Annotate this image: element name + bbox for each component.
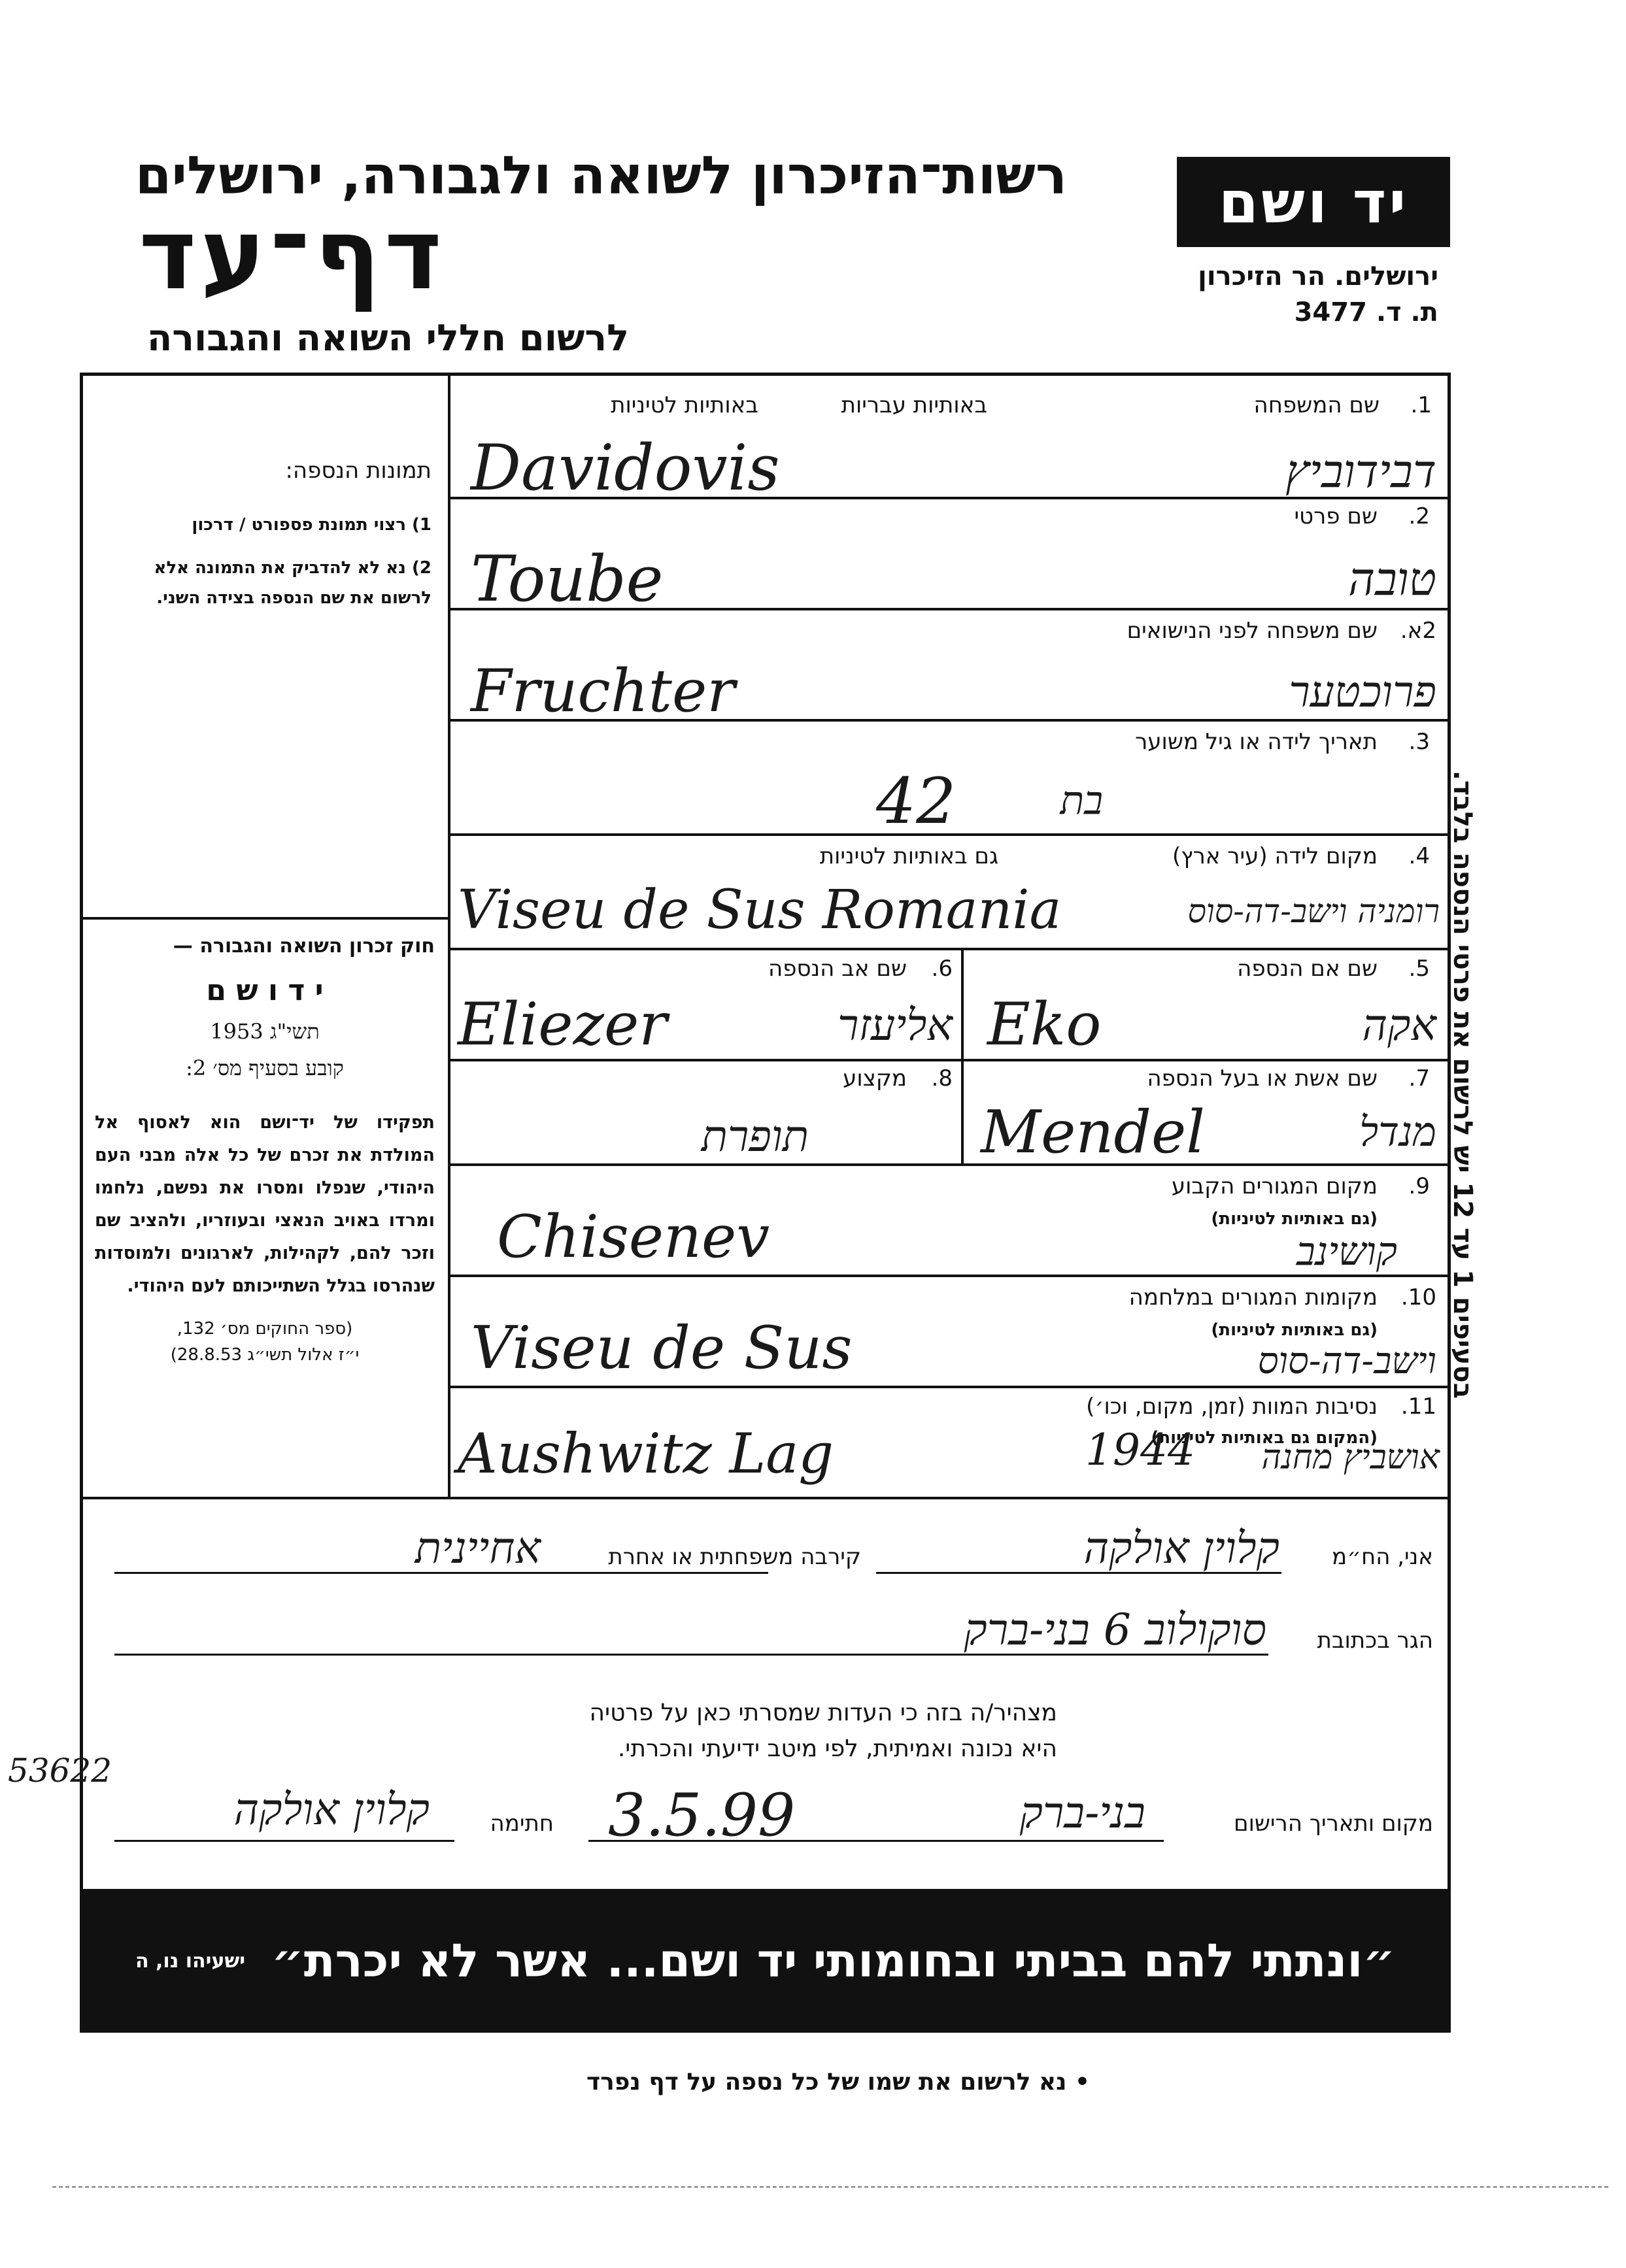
place-date-label: מקום ותאריך הרישום xyxy=(1234,1810,1433,1837)
field-2a-number: 2א. xyxy=(1400,618,1436,644)
declaration-i-label: אני, הח״מ xyxy=(1332,1544,1433,1570)
field-2a-value-hebrew: פרוכטער xyxy=(1289,667,1436,717)
yad-vashem-logo xyxy=(1177,157,1450,247)
law-date: י״ז אלול תשי״ג 28.8.53) xyxy=(170,1345,360,1365)
field-10-number: 10. xyxy=(1400,1284,1436,1310)
photo-box-item2: 2) נא לא להדביק את התמונה אלא לרשום את שם הנספה בצידה השני. xyxy=(154,558,432,608)
field-2a-label: שם משפחה לפני הנישואים xyxy=(1126,618,1378,644)
law-year: תשי"ג 1953 xyxy=(210,1019,320,1044)
field-2-label: שם פרטי xyxy=(1294,503,1378,529)
field-1-latin-col: באותיות לטיניות xyxy=(611,392,758,418)
field-2-value-hebrew: טובה xyxy=(1348,552,1436,606)
field-9-label: מקום המגורים הקבוע xyxy=(1171,1173,1378,1199)
banner-quote: ״ונתתי להם בביתי ובחומותי יד ושם... אשר לא יכרת״ xyxy=(271,1934,1396,1988)
field-6-label: שם אב הנספה xyxy=(768,956,907,982)
field-3-value-hebrew: בת xyxy=(1060,778,1103,824)
field-4-latin-note: גם באותיות לטיניות xyxy=(819,843,998,869)
field-5-label: שם אם הנספה xyxy=(1237,956,1378,982)
field-3-label: תאריך לידה או גיל משוער xyxy=(1135,729,1378,755)
field-5-number: 5. xyxy=(1408,956,1430,982)
field-1-value-hebrew: דבידוביץ xyxy=(1285,444,1436,498)
scan-edge-line xyxy=(52,2186,1608,2189)
law-source: (ספר החוקים מס׳ 132, xyxy=(177,1319,353,1339)
field-1-number: 1. xyxy=(1410,392,1432,418)
address-line: ירושלים. הר הזיכרון xyxy=(1198,261,1438,292)
field-11-value-hebrew: אושביץ מחנה xyxy=(1261,1438,1440,1477)
field-2-number: 2. xyxy=(1408,503,1430,529)
declaration-relation-label: קירבה משפחתית או אחרת xyxy=(608,1544,861,1570)
field-11-label: נסיבות המוות (זמן, מקום, וכו׳) xyxy=(1086,1393,1378,1420)
law-box xyxy=(95,935,435,1365)
footer-note: • נא לרשום את שמו של כל נספה על דף נפרד xyxy=(586,2069,1090,2095)
field-9-number: 9. xyxy=(1408,1173,1430,1199)
photo-box-title: תמונות הנספה: xyxy=(285,458,432,484)
field-6-number: 6. xyxy=(931,956,953,982)
declaration-address-label: הגר בכתובת xyxy=(1317,1627,1433,1654)
field-1-header xyxy=(458,392,1432,425)
date-value: 3.5.99 xyxy=(608,1781,796,1850)
law-name: י ד ו ש ם xyxy=(206,974,324,1007)
field-11-number: 11. xyxy=(1400,1393,1436,1420)
signature-label: חתימה xyxy=(490,1810,554,1837)
declaration-address-value: סוקולוב 6 בני-ברק xyxy=(964,1605,1266,1655)
field-2-value-latin: Toube xyxy=(471,542,664,616)
field-5-value-hebrew: אקה xyxy=(1362,1000,1436,1050)
field-4-number: 4. xyxy=(1408,843,1430,869)
field-1-value-latin: Davidovis xyxy=(471,431,780,505)
field-8-number: 8. xyxy=(931,1065,953,1092)
place-value: בני-ברק xyxy=(1019,1788,1145,1838)
field-7-value-latin: Mendel xyxy=(981,1098,1206,1167)
field-6-value-latin: Eliezer xyxy=(458,990,668,1059)
pobox-line: ת. ד. 3477 xyxy=(1294,297,1438,327)
signature-value: קלוין אולקה xyxy=(233,1784,430,1835)
side-note: בסעיפים 1 עד 12 יש לרשום את פרטי הנספה בלבד. xyxy=(1448,770,1478,1399)
declaration-relation-value: אחיינית xyxy=(415,1523,541,1573)
field-9-value-latin: Chisenev xyxy=(497,1203,770,1271)
field-10-value-hebrew: וישב-דה-סוס xyxy=(1257,1340,1436,1382)
field-4-value-latin: Viseu de Sus Romania xyxy=(458,879,1062,941)
photo-box-item1: 1) רצוי תמונת פספורט / דרכון xyxy=(192,515,432,535)
declaration-i-value: קלוין אולקה xyxy=(1083,1523,1279,1573)
declaration-statement-2: היא נכונה ואמיתית, לפי מיטב ידיעתי והכרתי. xyxy=(617,1735,1057,1762)
declaration-statement-1: מצהיר/ה בזה כי העדות שמסרתי כאן על פרטיה xyxy=(589,1699,1057,1726)
law-section: קובע בסעיף מס׳ 2: xyxy=(186,1056,344,1080)
law-title: חוק זכרון השואה והגבורה — xyxy=(173,935,435,958)
field-8-value-hebrew: תופרת xyxy=(701,1111,809,1161)
field-8-label: מקצוע xyxy=(843,1065,907,1092)
field-9-latin-note: (גם באותיות לטיניות) xyxy=(1211,1209,1378,1229)
field-9-value-hebrew: קושינב xyxy=(1296,1229,1397,1275)
field-7-label: שם אשת או בעל הנספה xyxy=(1147,1065,1378,1092)
field-10-value-latin: Viseu de Sus xyxy=(471,1314,853,1382)
margin-number: 53622 xyxy=(8,1752,112,1790)
form-subtitle: לרשום חללי השואה והגבורה xyxy=(146,317,629,359)
field-5-value-latin: Eko xyxy=(987,990,1102,1059)
photo-box xyxy=(98,458,432,613)
field-4-label: מקום לידה (עיר ארץ) xyxy=(1172,843,1378,869)
form-title: דף־עד xyxy=(139,198,446,312)
logo-text: יד ושם xyxy=(1218,168,1409,236)
field-1-label: שם המשפחה xyxy=(1253,392,1380,418)
banner-source: ישעיהו נו, ה xyxy=(135,1949,246,1973)
field-11-latin-note: (המקום גם באותיות לטיניות) xyxy=(1151,1428,1378,1448)
field-7-number: 7. xyxy=(1408,1065,1430,1092)
field-1-hebrew-col: באותיות עבריות xyxy=(841,392,987,418)
field-6-value-hebrew: אליעזר xyxy=(838,1000,953,1050)
org-name: רשות־הזיכרון לשואה ולגבורה, ירושלים xyxy=(135,145,1067,206)
field-3-value: 42 xyxy=(876,765,957,838)
field-10-latin-note: (גם באותיות לטיניות) xyxy=(1211,1320,1378,1340)
quote-banner xyxy=(80,1889,1451,2033)
field-2a-value-latin: Fruchter xyxy=(471,657,736,725)
field-3-number: 3. xyxy=(1408,729,1430,755)
field-7-value-hebrew: מנדל xyxy=(1359,1108,1436,1156)
field-10-label: מקומות המגורים במלחמה xyxy=(1128,1284,1378,1310)
law-body: תפקידו של יד־ושם הוא לאסוף אל המולדת את זכרם של כל אלה מבני העם היהודי, שנפלו ומסרו את נפשם, נלחמו ומרדו באויב הנאצי ובעוזריו, ולהציב שם וזכר להם, לקהילות, לארגונים ולמוסדות שנהרסו בגלל השתייכותם לעם היהודי. xyxy=(95,1112,435,1296)
field-11-value-year: 1944 xyxy=(1085,1425,1195,1475)
field-4-value-hebrew: רומניה וישב-דה-סוס xyxy=(1187,892,1440,930)
field-11-value-latin: Aushwitz Lag xyxy=(458,1422,834,1486)
